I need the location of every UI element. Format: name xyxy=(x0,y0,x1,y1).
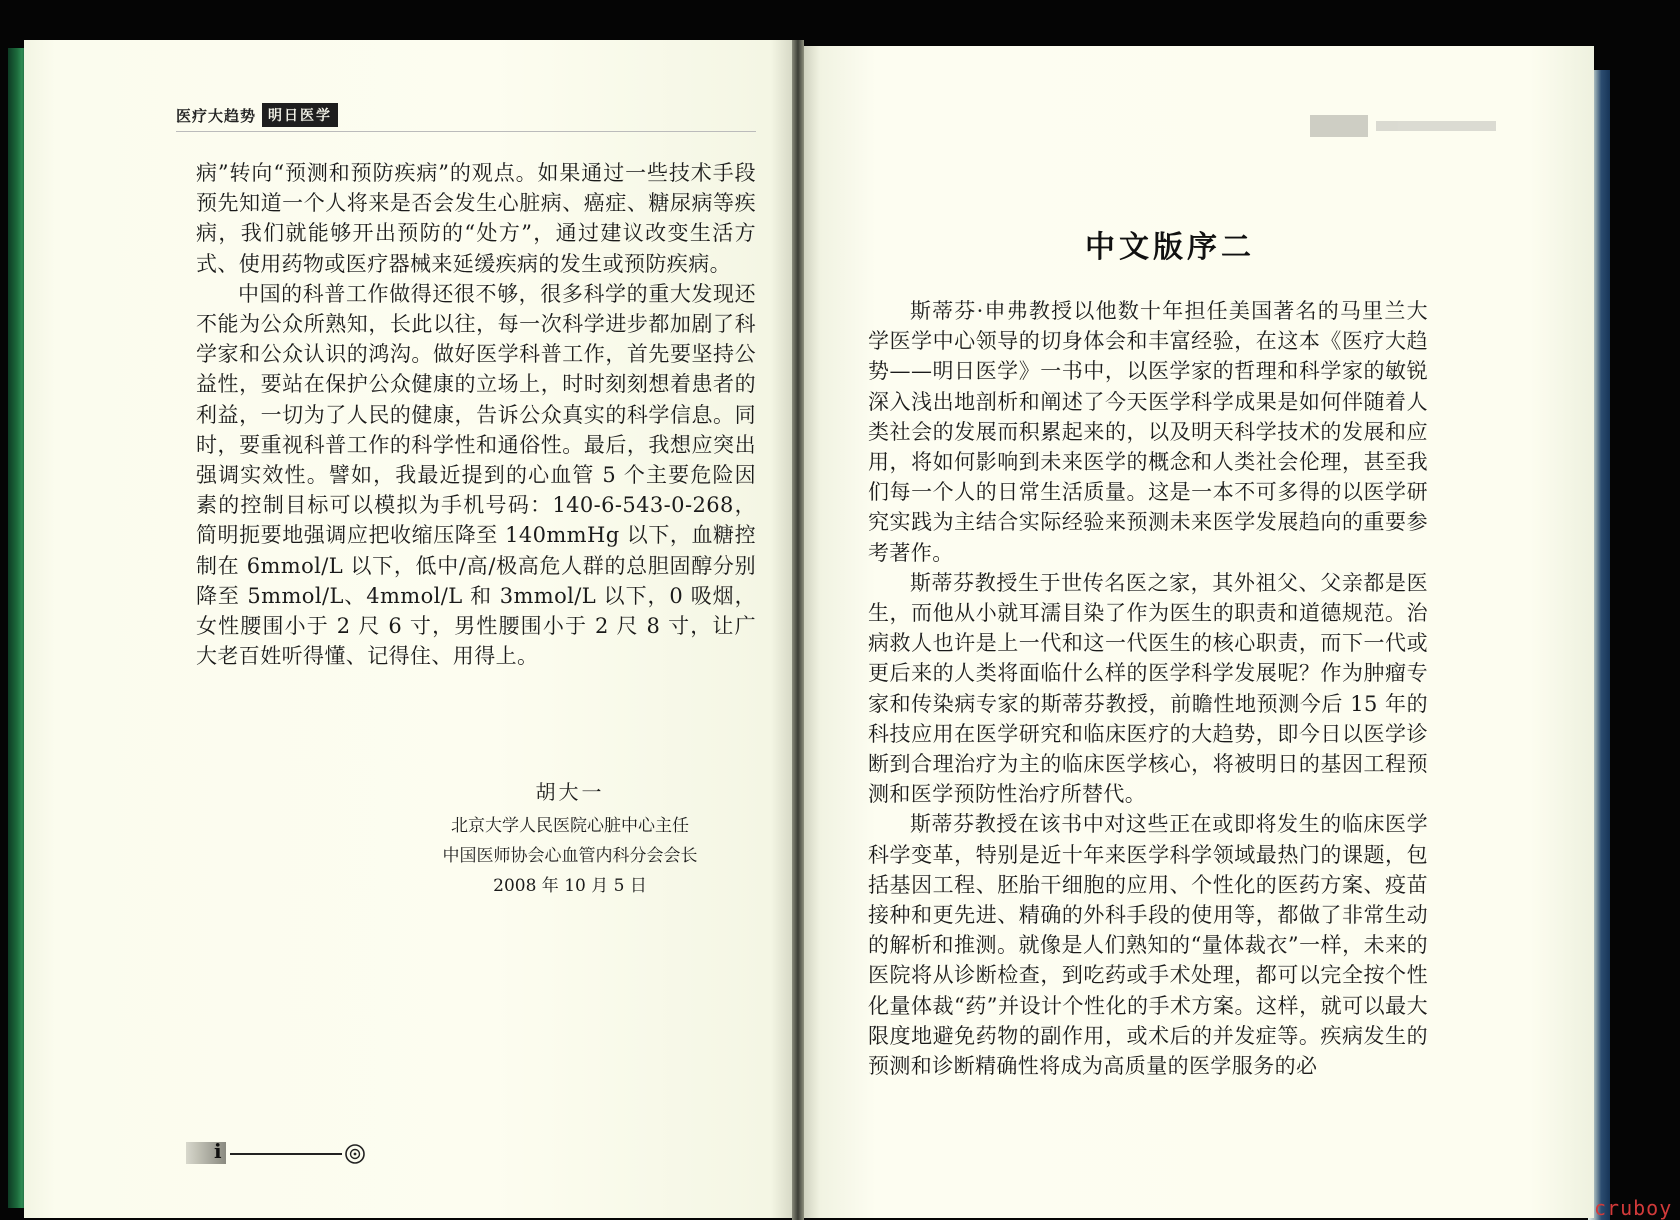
signature-title: 北京大学人民医院心脏中心主任 xyxy=(451,816,689,836)
signature-block xyxy=(400,776,740,901)
watermark-text: cruboy xyxy=(1594,1196,1673,1220)
page-footer xyxy=(186,1138,376,1168)
header-rule xyxy=(176,131,756,132)
paragraph: 斯蒂芬教授在该书中对这些正在或即将发生的临床医学科学变革，特别是近十年来医学科学领域最热门的课题，包括基因工程、胚胎干细胞的应用、个性化的医药方案、疫苗接种和更先进、精确的外科手段的使用等，都做了非常生动的解析和推测。就像是人们熟知的“量体裁衣”一样，未来的医院将从诊断检查，到吃药或手术处理，都可以完全按个性化量体裁“药”并设计个性化的手术方案。这样，就可以最大限度地避免药物的副作用，或术后的并发症等。疾病发生的预测和诊断精确性将成为高质量的医学服务的必 xyxy=(868,812,1428,1079)
book-gutter xyxy=(792,40,804,1220)
paragraph: 斯蒂芬教授生于世传名医之家，其外祖父、父亲都是医生，而他从小就耳濡目染了作为医生的职责和道德规范。治病救人也许是上一代和这一代医生的核心职责，而下一代或更后来的人类将面临什么样的医学科学发展呢？作为肿瘤专家和传染病专家的斯蒂芬教授，前瞻性地预测今后 15 年的科技应用在医学研究和临床医疗的大趋势，即今日以医学诊断到合理治疗为主的临床医学核心，将被明日的基因工程预测和医学预防性治疗所替代。 xyxy=(868,570,1428,807)
running-header-title: 明日医学 xyxy=(262,103,338,127)
paragraph: 病”转向“预测和预防疾病”的观点。如果通过一些技术手段预先知道一个人将来是否会发生心脏病、癌症、糖尿病等疾病，我们就能够开出预防的“处方”，通过建议改变生活方式、使用药物或医疗器械来延缓疾病的发生或预防疾病。 xyxy=(196,161,756,276)
signature-date: 2008 年 10 月 5 日 xyxy=(493,876,647,896)
section-title: 中文版序二 xyxy=(1085,230,1255,265)
running-header-series: 医疗大趋势 xyxy=(176,106,257,125)
show-through-header xyxy=(1310,115,1510,137)
page-number: i xyxy=(214,1139,222,1163)
spiral-ornament-icon xyxy=(344,1143,366,1165)
right-body-text xyxy=(868,296,1428,1081)
signature-name: 胡大一 xyxy=(535,780,605,804)
folio-rule xyxy=(230,1153,342,1155)
running-header xyxy=(176,102,338,128)
paragraph: 斯蒂芬·申弗教授以他数十年担任美国著名的马里兰大学医学中心领导的切身体会和丰富经验，在这本《医疗大趋势——明日医学》一书中，以医学家的哲理和科学家的敏锐深入浅出地剖析和阐述了今天医学科学成果是如何伴随着人类社会的发展而积累起来的，以及明天科学技术的发展和应用，将如何影响到未来医学的概念和人类社会伦理，甚至我们每一个人的日常生活质量。这是一本不可多得的以医学研究实践为主结合实际经验来预测未来医学发展趋向的重要参考著作。 xyxy=(868,299,1428,565)
paragraph: 中国的科普工作做得还很不够，很多科学的重大发现还不能为公众所熟知，长此以往，每一次科学进步都加剧了科学家和公众认识的鸿沟。做好医学科普工作，首先要坚持公益性，要站在保护公众健康的立场上，时时刻刻想着患者的利益，一切为了人民的健康，告诉公众真实的科学信息。同时，要重视科普工作的科学性和通俗性。最后，我想应突出强调实效性。譬如，我最近提到的心血管 5 个主要危险因素的控制目标可以模拟为手机号码：140-6-543-0-268，简明扼要地强调应把收缩压降至 140mmHg 以下，血糖控制在 6mmol/L 以下，低中/高/极高危人群的总胆固醇分别降至 5mmol/L、4mmol/L 和 3mmol/L 以下，0 吸烟，女性腰围小于 2 尺 6 寸，男性腰围小于 2 尺 8 寸，让广大老百姓听得懂、记得住、用得上。 xyxy=(196,281,756,669)
left-body-text xyxy=(196,158,756,671)
signature-title: 中国医师协会心血管内科分会会长 xyxy=(442,846,698,866)
